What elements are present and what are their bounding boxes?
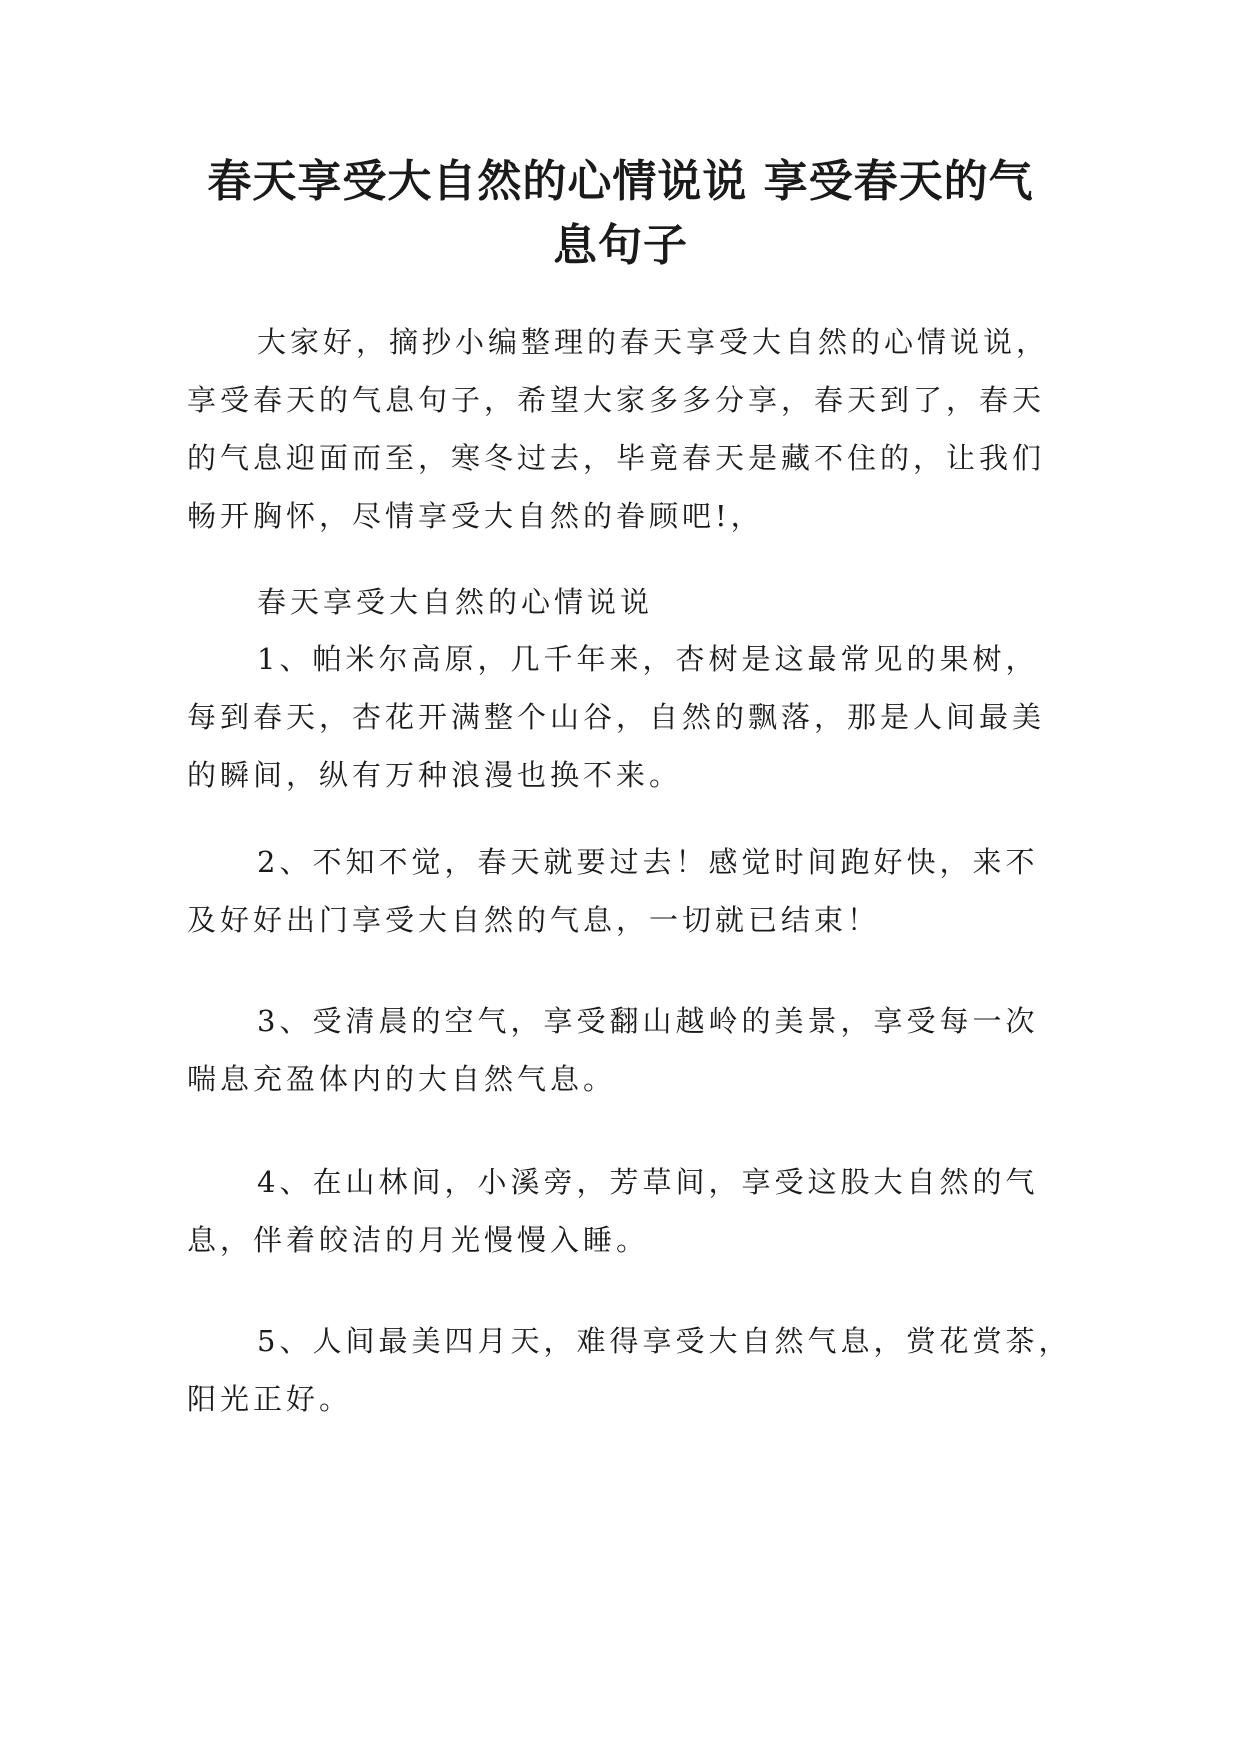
- intro-paragraph: [187, 313, 1067, 545]
- paragraph-line: 4、在山林间，小溪旁，芳草间，享受这股大自然的气: [257, 1165, 1039, 1199]
- paragraph-line: 畅开胸怀，尽情享受大自然的眷顾吧!，: [187, 499, 764, 533]
- list-item: [187, 1312, 1072, 1428]
- paragraph-line: 5、人间最美四月天，难得享受大自然气息，赏花赏茶，: [257, 1324, 1072, 1358]
- paragraph-line: 喘息充盈体内的大自然气息。: [187, 1062, 617, 1096]
- list-item: [187, 833, 1067, 949]
- paragraph-line: 春天享受大自然的心情说说: [257, 585, 654, 619]
- list-item: [187, 630, 1067, 804]
- paragraph-line: 每到春天，杏花开满整个山谷，自然的飘落，那是人间最美: [187, 700, 1046, 734]
- paragraph-line: 及好好出门享受大自然的气息，一切就已结束！: [187, 903, 881, 937]
- title-line: 春天享受大自然的心情说说 享受春天的气: [207, 156, 1034, 207]
- paragraph-line: 的瞬间，纵有万种浪漫也换不来。: [187, 758, 683, 792]
- paragraph-line: 享受春天的气息句子，希望大家多多分享，春天到了，春天: [187, 383, 1046, 417]
- list-item: [187, 1153, 1067, 1269]
- list-item: [187, 992, 1067, 1108]
- paragraph-line: 2、不知不觉，春天就要过去！感觉时间跑好快，来不: [257, 845, 1039, 879]
- paragraph-line: 1、帕米尔高原，几千年来，杏树是这最常见的果树，: [257, 642, 1039, 676]
- paragraph-line: 的气息迎面而至，寒冬过去，毕竟春天是藏不住的，让我们: [187, 441, 1046, 475]
- paragraph-line: 3、受清晨的空气，享受翻山越岭的美景，享受每一次: [257, 1004, 1039, 1038]
- document-title: [150, 150, 1091, 278]
- title-line: 息句子: [553, 220, 688, 271]
- paragraph-line: 阳光正好。: [187, 1382, 353, 1416]
- section-heading: [187, 573, 1067, 631]
- paragraph-line: 息，伴着皎洁的月光慢慢入睡。: [187, 1223, 650, 1257]
- paragraph-line: 大家好，摘抄小编整理的春天享受大自然的心情说说，: [257, 325, 1050, 359]
